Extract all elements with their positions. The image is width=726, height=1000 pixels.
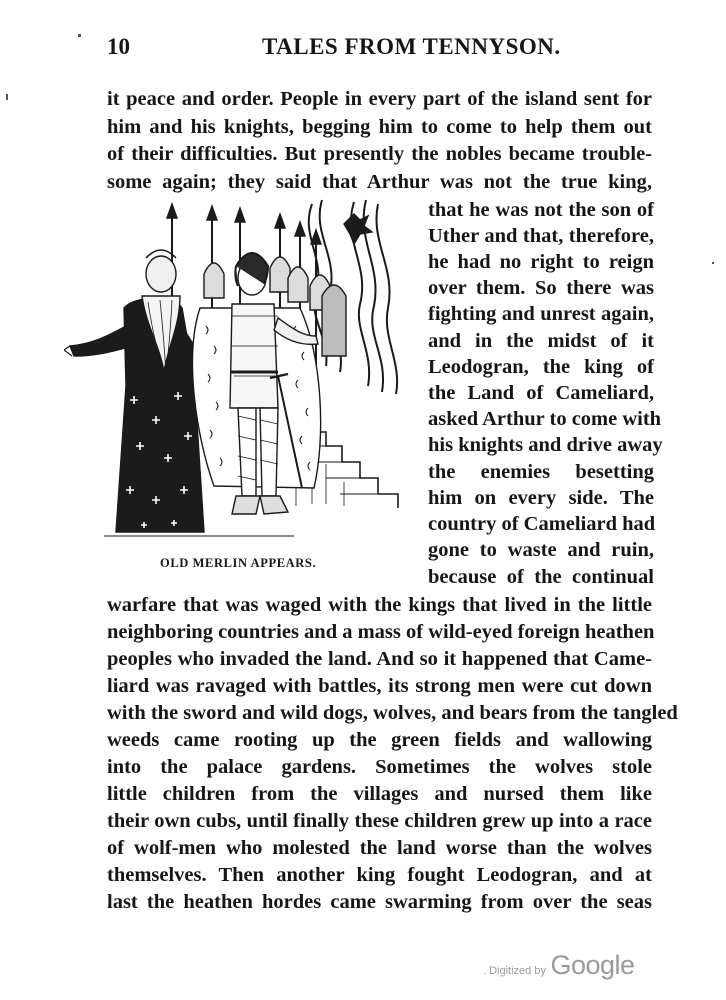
text-line: the enemies besetting [428, 461, 654, 483]
text-line: themselves. Then another king fought Leodogran, and at [107, 864, 652, 886]
text-line: of their difficulties. But presently the nobles became trouble- [107, 143, 652, 165]
text-line: with the sword and wild dogs, wolves, and bears from the tangled [107, 702, 678, 724]
text-line: asked Arthur to come with [428, 408, 662, 430]
merlin-illustration-icon [64, 196, 416, 568]
text-line: because of the continual [428, 566, 654, 588]
text-line: liard was ravaged with battles, its strong men were cut down [107, 675, 652, 697]
text-line: gone to waste and ruin, [428, 539, 654, 561]
illustration-caption: OLD MERLIN APPEARS. [160, 556, 317, 570]
text-line: Uther and that, therefore, [428, 225, 654, 247]
text-line: some again; they said that Arthur was not the true king, [107, 171, 652, 193]
scan-speck [78, 34, 81, 37]
text-line: it peace and order. People in every part of the island sent for [107, 88, 652, 110]
watermark-brand: Google [550, 950, 635, 980]
text-line: of wolf-men who molested the land worse than the wolves [107, 837, 652, 859]
text-line: that he was not the son of [428, 199, 654, 221]
running-title: TALES FROM TENNYSON. [262, 34, 561, 59]
text-line: and in the midst of it [428, 330, 654, 352]
text-line: country of Cameliard had [428, 513, 656, 535]
scan-speck [6, 94, 8, 100]
watermark-prefix: . Digitized by [483, 965, 546, 977]
scan-speck [712, 262, 714, 264]
text-line: weeds came rooting up the green fields and wallowing [107, 729, 652, 751]
page-number: 10 [107, 34, 130, 59]
text-line: last the heathen hordes came swarming from over the seas [107, 891, 652, 913]
text-line: him on every side. The [428, 487, 654, 509]
text-line: Leodogran, the king of [428, 356, 654, 378]
digitized-watermark [483, 950, 635, 981]
text-line: peoples who invaded the land. And so it happened that Came- [107, 648, 652, 670]
text-line: warfare that was waged with the kings that lived in the little [107, 594, 652, 616]
text-line: his knights and drive away [428, 434, 663, 456]
text-line: over them. So there was [428, 277, 654, 299]
text-line: he had no right to reign [428, 251, 654, 273]
illustration-old-merlin [64, 196, 416, 568]
text-line: the Land of Cameliard, [428, 382, 654, 404]
text-line: their own cubs, until finally these children grew up into a race [107, 810, 652, 832]
text-line: into the palace gardens. Sometimes the wolves stole [107, 756, 652, 778]
text-line: fighting and unrest again, [428, 303, 654, 325]
text-line: him and his knights, begging him to come to help them out [107, 116, 652, 138]
text-line: neighboring countries and a mass of wild-eyed foreign heathen [107, 621, 655, 643]
text-line: little children from the villages and nursed them like [107, 783, 652, 805]
